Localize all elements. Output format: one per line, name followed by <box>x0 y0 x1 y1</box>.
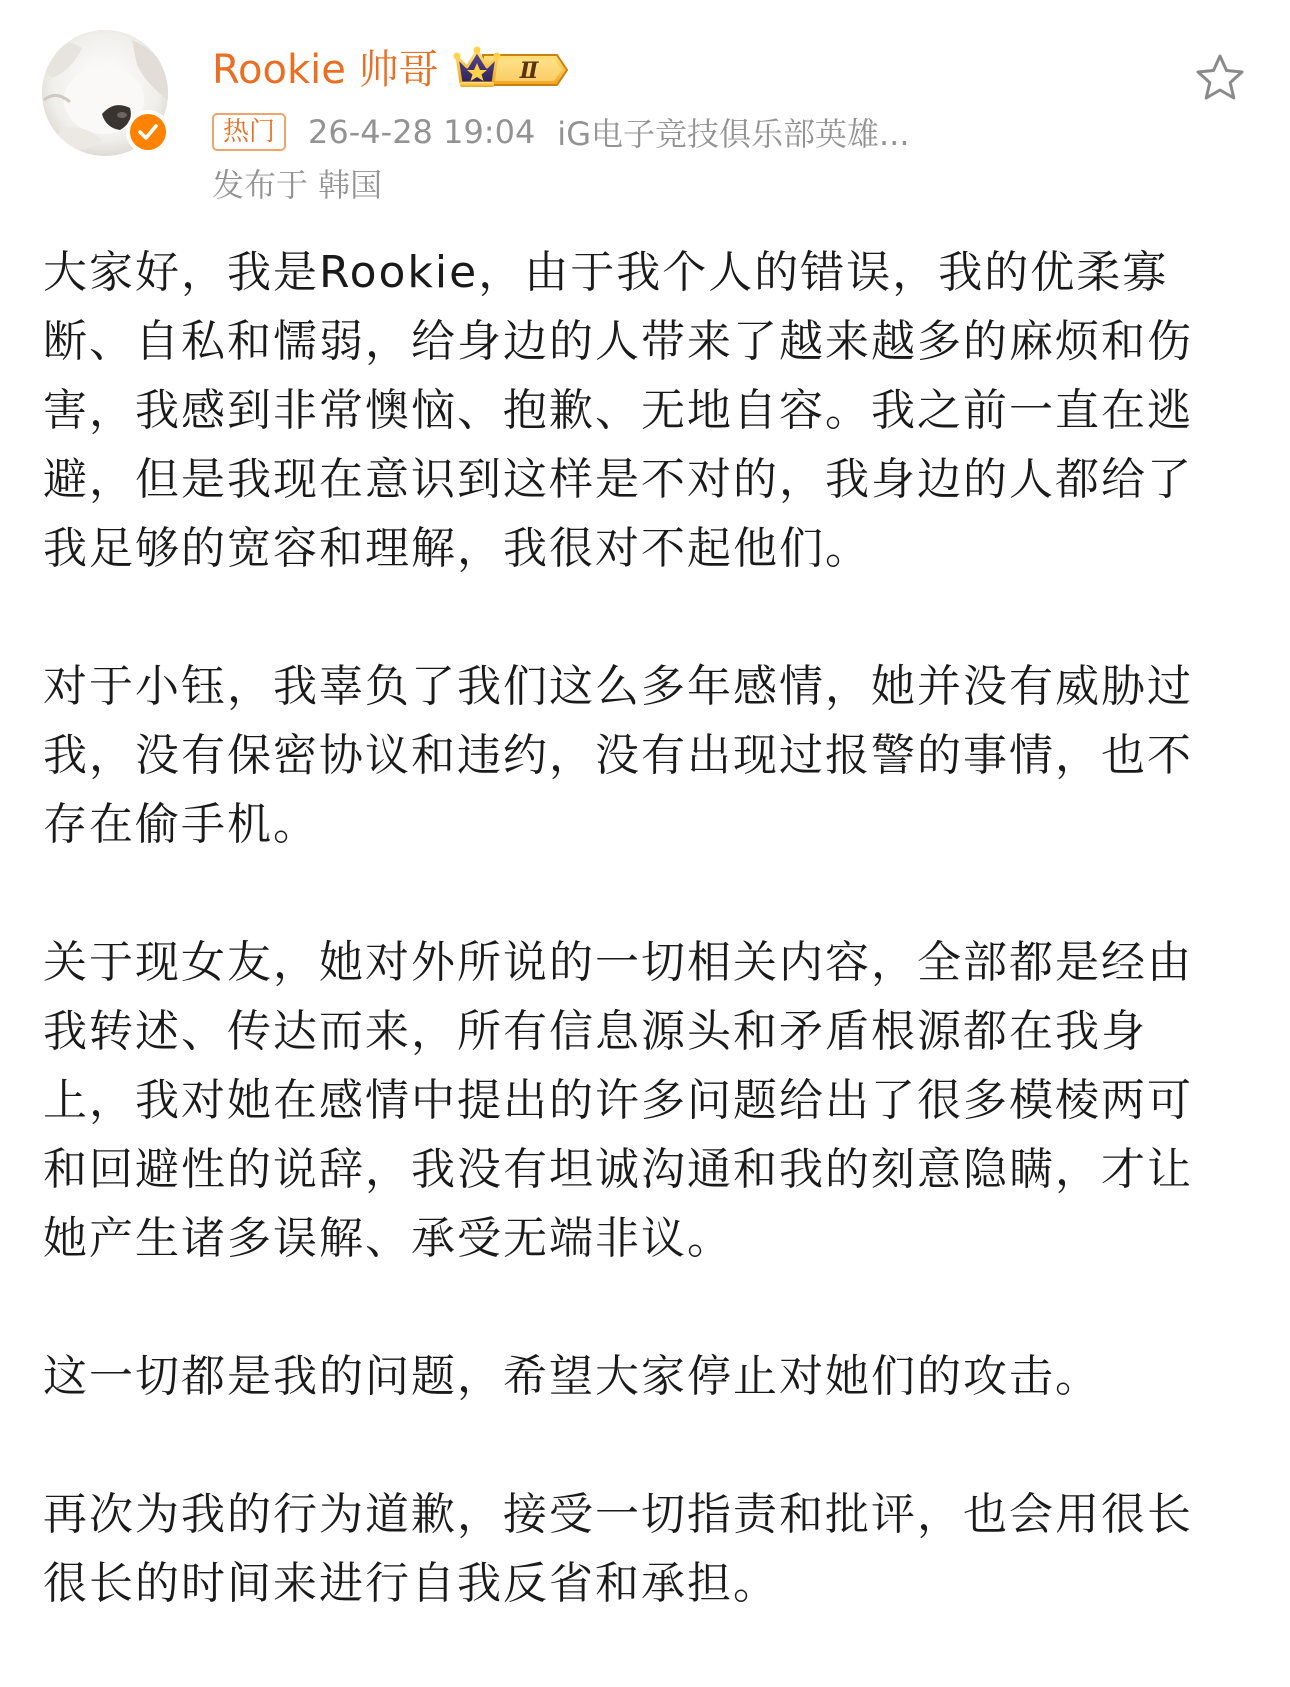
author-name[interactable]: Rookie 帅哥 <box>212 47 439 93</box>
post-source[interactable]: iG电子竞技俱乐部英雄... <box>557 115 910 153</box>
post-content <box>43 238 1243 1687</box>
crown-vip-badge-icon[interactable] <box>453 45 571 95</box>
verified-check-icon <box>126 110 170 154</box>
avatar-container[interactable] <box>42 30 168 156</box>
vip-level-label: Ⅱ <box>519 58 538 84</box>
post-location: 发布于 韩国 <box>212 166 383 204</box>
post-paragraph: 大家好，我是Rookie，由于我个人的错误，我的优柔寡 断、自私和懦弱，给身边的人带来了越来越多的麻烦和伤 害，我感到非常懊恼、抱歉、无地自容。我之前一直在逃 避，但是我现在意识到这样是不对的，我身边的人都给了 我足够的宽容和理解，我很对不起他们。 <box>43 247 1193 574</box>
author-row <box>212 38 571 102</box>
post-meta <box>212 108 910 156</box>
post-paragraph: 再次为我的行为道歉，接受一切指责和批评，也会用很长 很长的时间来进行自我反省和承担。 <box>43 1489 1193 1609</box>
post-paragraph: 对于小钰，我辜负了我们这么多年感情，她并没有威胁过 我，没有保密协议和违约，没有出现过报警的事情，也不 存在偷手机。 <box>43 661 1193 850</box>
post-paragraph: 关于现女友，她对外所说的一切相关内容，全部都是经由 我转述、传达而来，所有信息源头和矛盾根源都在我身 上，我对她在感情中提出的许多问题给出了很多模棱两可 和回避性的说辞，我没有坦诚沟通和我的刻意隐瞒，才让 她产生诸多误解、承受无端非议。 <box>43 937 1193 1264</box>
post-paragraph: 这一切都是我的问题，希望大家停止对她们的攻击。 <box>43 1351 1101 1402</box>
post-timestamp: 26-4-28 19:04 <box>308 113 536 151</box>
hot-tag-badge: 热门 <box>212 113 286 151</box>
favorite-button[interactable] <box>1192 50 1248 106</box>
star-outline-icon <box>1194 52 1246 104</box>
